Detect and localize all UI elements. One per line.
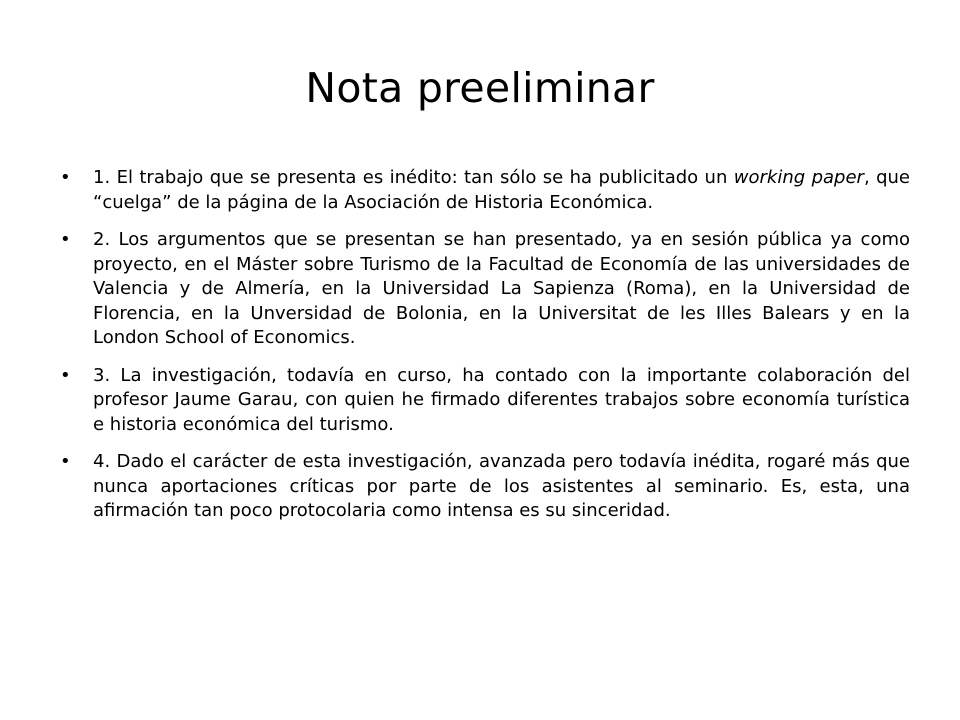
slide-title: Nota preeliminar <box>305 64 655 112</box>
bullet-icon: • <box>60 364 71 386</box>
bullet-text <box>93 365 910 435</box>
bullet-item <box>60 166 910 215</box>
bullet-text <box>93 451 910 521</box>
bullet-text-segment: , que “cuelga” de la página de la Asociación de Historia Económica. <box>93 167 910 213</box>
bullet-text <box>93 229 910 348</box>
bullet-text-segment: 3. La investigación, todavía en curso, ha contado con la importante colaboración del profesor Jaume Garau, con quien he firmado diferentes trabajos sobre economía turística e historia económica del turismo. <box>93 364 910 435</box>
bullet-text <box>93 167 910 213</box>
bullet-list <box>60 166 910 537</box>
bullet-icon: • <box>60 229 71 250</box>
bullet-item <box>60 228 910 351</box>
bullet-icon: • <box>60 167 71 188</box>
bullet-text-segment: 4. Dado el carácter de esta investigación, avanzada pero todavía inédita, rogaré más que nunca aportaciones críticas por parte de los asistentes al seminario. Es, esta, una afirmación tan poco protocolaria como intensa es su sinceridad. <box>93 451 910 521</box>
bullet-icon: • <box>60 451 71 472</box>
bullet-text-segment: 2. Los argumentos que se presentan se han presentado, ya en sesión pública ya como proyecto, en el Máster sobre Turismo de la Facultad de Economía de las universidades de Valencia y de Almería, en la Universidad La Sapienza (Roma), en la Universidad de Florencia, en la Unversidad de Bolonia, en la Universitat de les Illes Balears y en la London School of Economics. <box>93 229 910 348</box>
bullet-item <box>60 364 910 438</box>
bullet-text-italic-segment: working paper <box>733 167 864 188</box>
bullet-item <box>60 450 910 524</box>
bullet-text-segment: 1. El trabajo que se presenta es inédito: tan sólo se ha publicitado un <box>93 167 734 188</box>
